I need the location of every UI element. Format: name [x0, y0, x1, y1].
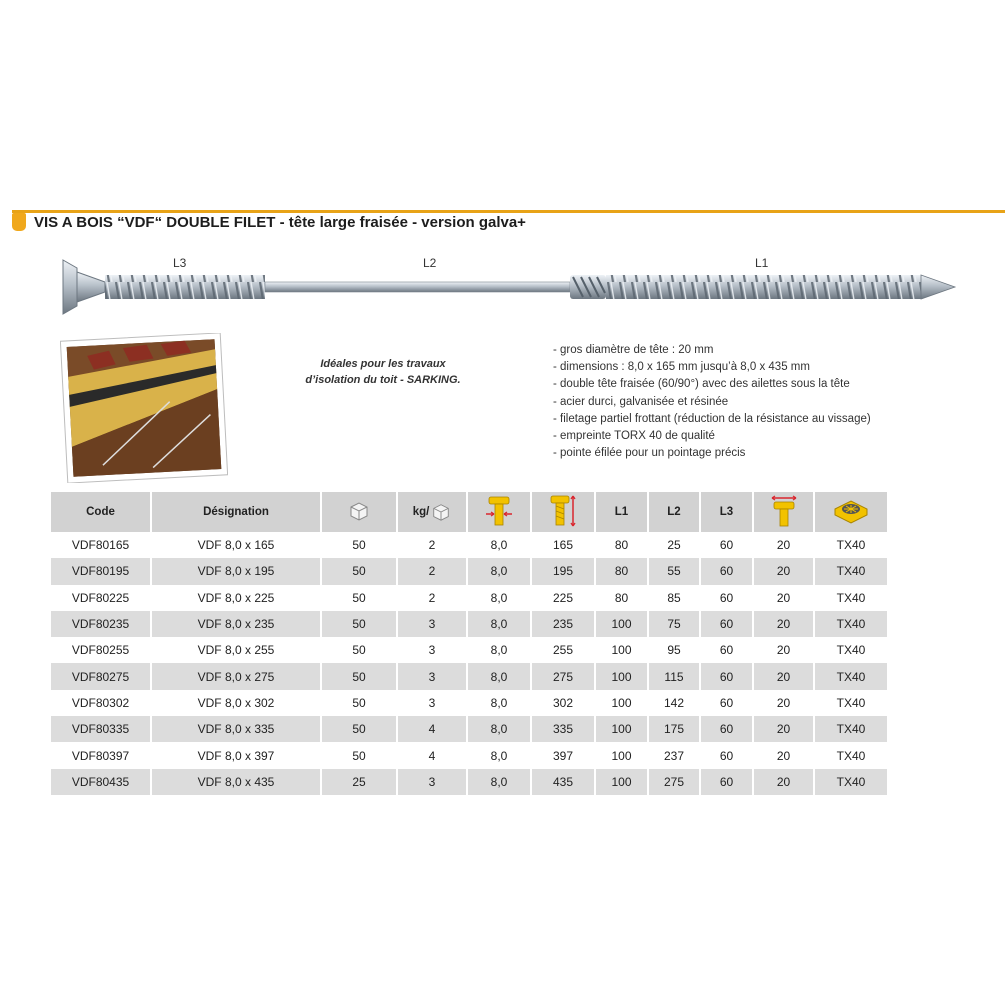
cell-diameter: 8,0	[467, 558, 531, 584]
page-title: VIS A BOIS “VDF“ DOUBLE FILET - tête large fraisée - version galva+	[34, 214, 526, 231]
col-header-head-diameter	[753, 492, 814, 532]
cell-head-diameter: 20	[753, 716, 814, 742]
cell-quantity: 50	[321, 690, 397, 716]
cell-designation: VDF 8,0 x 235	[151, 611, 321, 637]
screw-length-icon	[548, 494, 578, 528]
cell-length: 255	[531, 637, 595, 663]
cell-head-diameter: 20	[753, 532, 814, 558]
cell-code: VDF80255	[51, 637, 151, 663]
cell-quantity: 50	[321, 742, 397, 768]
cell-drive: TX40	[814, 637, 887, 663]
col-header-code: Code	[51, 492, 151, 532]
col-header-l1: L1	[595, 492, 648, 532]
cell-l1: 100	[595, 716, 648, 742]
cell-drive: TX40	[814, 611, 887, 637]
cell-designation: VDF 8,0 x 255	[151, 637, 321, 663]
table-row	[51, 637, 887, 663]
cell-head-diameter: 20	[753, 637, 814, 663]
screw-diameter-icon	[484, 495, 514, 527]
cell-quantity: 50	[321, 611, 397, 637]
feature-item: - acier durci, galvanisée et résinée	[553, 395, 729, 408]
table-row	[51, 558, 887, 584]
cell-code: VDF80302	[51, 690, 151, 716]
cell-l1: 100	[595, 769, 648, 795]
cell-l2: 55	[648, 558, 700, 584]
cell-diameter: 8,0	[467, 637, 531, 663]
cell-l1: 100	[595, 690, 648, 716]
cell-l2: 275	[648, 769, 700, 795]
screw-label-l3: L3	[173, 256, 187, 270]
cell-head-diameter: 20	[753, 611, 814, 637]
cell-quantity: 50	[321, 716, 397, 742]
cell-length: 275	[531, 663, 595, 689]
cell-weight: 3	[397, 663, 467, 689]
cell-designation: VDF 8,0 x 435	[151, 769, 321, 795]
col-header-l2: L2	[648, 492, 700, 532]
cell-code: VDF80235	[51, 611, 151, 637]
cell-weight: 3	[397, 690, 467, 716]
col-header-drive	[814, 492, 887, 532]
cell-length: 302	[531, 690, 595, 716]
cell-length: 195	[531, 558, 595, 584]
cell-l3: 60	[700, 558, 753, 584]
cell-l2: 85	[648, 585, 700, 611]
roof-photo-icon	[60, 333, 228, 483]
cell-code: VDF80397	[51, 742, 151, 768]
cell-l3: 60	[700, 532, 753, 558]
cell-l1: 100	[595, 742, 648, 768]
cell-diameter: 8,0	[467, 663, 531, 689]
table-header-row	[51, 492, 887, 532]
cell-head-diameter: 20	[753, 690, 814, 716]
cell-diameter: 8,0	[467, 532, 531, 558]
cell-diameter: 8,0	[467, 585, 531, 611]
col-header-length	[531, 492, 595, 532]
cell-quantity: 25	[321, 769, 397, 795]
cell-l1: 80	[595, 585, 648, 611]
col-header-weight	[397, 492, 467, 532]
cell-length: 397	[531, 742, 595, 768]
torx-drive-icon	[832, 497, 870, 525]
spec-table	[51, 492, 887, 795]
cell-code: VDF80335	[51, 716, 151, 742]
cell-quantity: 50	[321, 585, 397, 611]
cell-weight: 3	[397, 611, 467, 637]
cell-weight: 2	[397, 532, 467, 558]
cell-length: 165	[531, 532, 595, 558]
kg-label: kg/	[412, 506, 430, 518]
cell-l3: 60	[700, 769, 753, 795]
cell-diameter: 8,0	[467, 716, 531, 742]
table-row	[51, 769, 887, 795]
cell-quantity: 50	[321, 532, 397, 558]
cell-l1: 100	[595, 637, 648, 663]
cell-quantity: 50	[321, 663, 397, 689]
cell-length: 225	[531, 585, 595, 611]
cell-drive: TX40	[814, 663, 887, 689]
cell-head-diameter: 20	[753, 742, 814, 768]
cell-code: VDF80225	[51, 585, 151, 611]
table-row	[51, 585, 887, 611]
cell-drive: TX40	[814, 769, 887, 795]
cell-designation: VDF 8,0 x 165	[151, 532, 321, 558]
feature-item: - gros diamètre de tête : 20 mm	[553, 344, 714, 356]
cell-drive: TX40	[814, 558, 887, 584]
cell-diameter: 8,0	[467, 690, 531, 716]
screw-illustration-icon	[55, 252, 965, 324]
feature-list	[553, 342, 871, 462]
cell-designation: VDF 8,0 x 195	[151, 558, 321, 584]
col-header-l3: L3	[700, 492, 753, 532]
table-row	[51, 663, 887, 689]
cell-designation: VDF 8,0 x 302	[151, 690, 321, 716]
cell-l3: 60	[700, 611, 753, 637]
cell-l1: 100	[595, 663, 648, 689]
cell-code: VDF80275	[51, 663, 151, 689]
table-row	[51, 742, 887, 768]
cell-weight: 4	[397, 716, 467, 742]
table-row	[51, 611, 887, 637]
cell-code: VDF80165	[51, 532, 151, 558]
cell-designation: VDF 8,0 x 225	[151, 585, 321, 611]
cell-head-diameter: 20	[753, 558, 814, 584]
col-header-diameter	[467, 492, 531, 532]
cell-l2: 95	[648, 637, 700, 663]
cell-weight: 2	[397, 558, 467, 584]
usage-caption	[268, 356, 498, 388]
col-header-quantity	[321, 492, 397, 532]
cell-l2: 142	[648, 690, 700, 716]
col-header-designation: Désignation	[151, 492, 321, 532]
cell-head-diameter: 20	[753, 769, 814, 795]
cell-drive: TX40	[814, 690, 887, 716]
box-quantity-icon	[348, 500, 370, 522]
cell-l3: 60	[700, 663, 753, 689]
cell-l1: 80	[595, 558, 648, 584]
feature-item: - filetage partiel frottant (réduction de la résistance au vissage)	[553, 412, 871, 425]
feature-item: - empreinte TORX 40 de qualité	[553, 430, 715, 443]
cell-drive: TX40	[814, 716, 887, 742]
caption-line-1: Idéales pour les travaux	[320, 358, 446, 370]
cell-quantity: 50	[321, 558, 397, 584]
cell-l3: 60	[700, 716, 753, 742]
cell-drive: TX40	[814, 742, 887, 768]
cell-l3: 60	[700, 742, 753, 768]
cell-weight: 2	[397, 585, 467, 611]
table-row	[51, 532, 887, 558]
feature-item: - pointe éfilée pour un pointage précis	[553, 447, 746, 460]
cell-weight: 3	[397, 637, 467, 663]
cell-drive: TX40	[814, 585, 887, 611]
cell-quantity: 50	[321, 637, 397, 663]
cell-code: VDF80435	[51, 769, 151, 795]
cell-diameter: 8,0	[467, 742, 531, 768]
title-rule	[12, 210, 1005, 213]
cell-length: 335	[531, 716, 595, 742]
title-bullet	[12, 213, 26, 231]
screw-label-l2: L2	[423, 256, 437, 270]
cell-l2: 175	[648, 716, 700, 742]
cell-l1: 80	[595, 532, 648, 558]
cell-l2: 115	[648, 663, 700, 689]
cell-drive: TX40	[814, 532, 887, 558]
table-row	[51, 716, 887, 742]
table-row	[51, 690, 887, 716]
cell-l2: 75	[648, 611, 700, 637]
cell-l3: 60	[700, 690, 753, 716]
cell-code: VDF80195	[51, 558, 151, 584]
cell-l1: 100	[595, 611, 648, 637]
cell-length: 435	[531, 769, 595, 795]
cell-l2: 237	[648, 742, 700, 768]
cell-weight: 4	[397, 742, 467, 768]
cell-l3: 60	[700, 637, 753, 663]
box-weight-icon	[431, 502, 451, 522]
cell-length: 235	[531, 611, 595, 637]
cell-head-diameter: 20	[753, 663, 814, 689]
caption-line-2: d’isolation du toit - SARKING.	[305, 374, 461, 386]
feature-item: - dimensions : 8,0 x 165 mm jusqu’à 8,0 x 435 mm	[553, 361, 810, 374]
cell-diameter: 8,0	[467, 769, 531, 795]
head-diameter-icon	[769, 494, 799, 528]
cell-designation: VDF 8,0 x 397	[151, 742, 321, 768]
cell-designation: VDF 8,0 x 335	[151, 716, 321, 742]
cell-weight: 3	[397, 769, 467, 795]
feature-item: - double tête fraisée (60/90°) avec des ailettes sous la tête	[553, 378, 850, 391]
cell-designation: VDF 8,0 x 275	[151, 663, 321, 689]
screw-label-l1: L1	[755, 256, 769, 270]
cell-head-diameter: 20	[753, 585, 814, 611]
cell-diameter: 8,0	[467, 611, 531, 637]
cell-l2: 25	[648, 532, 700, 558]
cell-l3: 60	[700, 585, 753, 611]
